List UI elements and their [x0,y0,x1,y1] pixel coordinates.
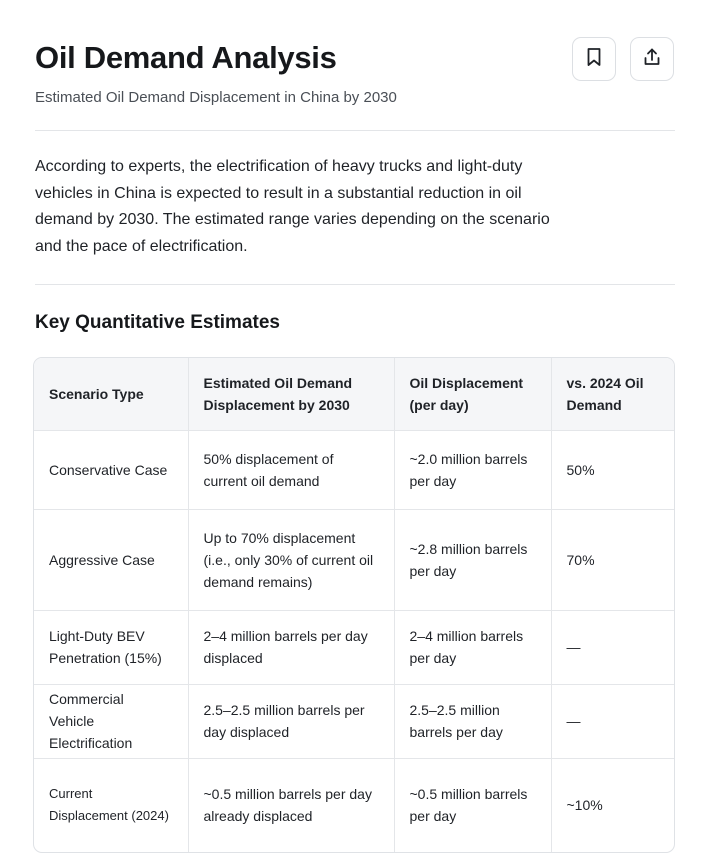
cell-per-day: ~0.5 million barrels per day [394,758,551,852]
header-divider [35,130,675,131]
cell-vs-2024: ~10% [566,797,603,814]
cell-per-day: ~2.8 million barrels per day [394,509,551,610]
page-title: Oil Demand Analysis [35,40,337,75]
column-header-estimate: Estimated Oil Demand Displacement by 2030 [188,358,394,430]
section-title: Key Quantitative Estimates [35,312,280,333]
bookmark-button[interactable] [572,37,616,81]
cell-estimate: Up to 70% displacement (i.e., only 30% of current oil demand remains) [188,509,394,610]
cell-scenario: Current Displacement (2024) [34,758,188,852]
cell-estimate: 2–4 million barrels per day displaced [188,610,394,684]
estimates-table [33,357,675,853]
cell-vs-2024: — [551,684,675,758]
table-row [34,758,675,852]
cell-per-day: ~2.0 million barrels per day [394,430,551,509]
intro-paragraph: According to experts, the electrification of heavy trucks and light-duty vehicles in China is expected to result in a substantial reduction in oil demand by 2030. The estimated range varies depending on the scenario and the pace of electrification. [35,158,550,255]
cell-scenario: Conservative Case [34,430,188,509]
cell-per-day: 2.5–2.5 million barrels per day [394,684,551,758]
cell-estimate: ~0.5 million barrels per day already displaced [188,758,394,852]
column-header-vs-2024: vs. 2024 Oil Demand [551,358,675,430]
cell-scenario: Light-Duty BEV Penetration (15%) [34,610,188,684]
table-header-row [34,358,675,430]
cell-estimate: 50% displacement of current oil demand [188,430,394,509]
table-row [34,684,675,758]
cell-vs-2024: — [551,610,675,684]
share-icon [642,47,662,72]
page-subtitle: Estimated Oil Demand Displacement in China by 2030 [35,89,397,106]
cell-vs-2024: 70% [551,509,675,610]
cell-per-day: 2–4 million barrels per day [394,610,551,684]
table-row [34,430,675,509]
column-header-per-day: Oil Displacement (per day) [394,358,551,430]
cell-vs-2024: 50% [551,430,675,509]
share-button[interactable] [630,37,674,81]
bookmark-icon [585,47,603,72]
column-header-scenario: Scenario Type [34,358,188,430]
cell-scenario: Aggressive Case [34,509,188,610]
cell-estimate: 2.5–2.5 million barrels per day displaced [188,684,394,758]
section-divider [35,284,675,285]
cell-scenario: Commercial Vehicle Electrification [34,684,188,758]
table-row [34,610,675,684]
table-row [34,509,675,610]
